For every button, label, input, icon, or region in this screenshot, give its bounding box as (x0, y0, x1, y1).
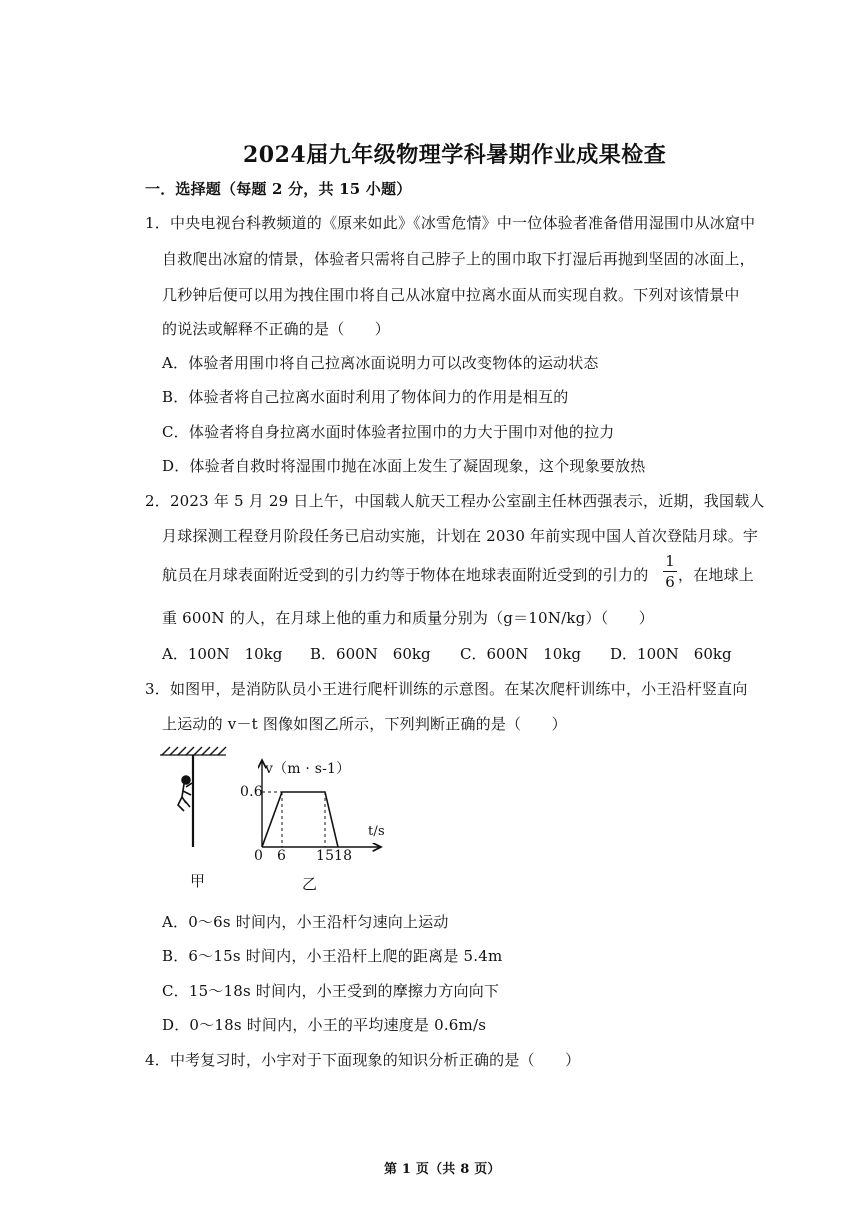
q2-line-2: 月球探测工程登月阶段任务已启动实施，计划在 2030 年前实现中国人首次登陆月球。宇 (162, 527, 759, 545)
q1-option-b: B．体验者将自己拉离水面时利用了物体间力的作用是相互的 (162, 388, 569, 406)
q3-line-1: 3．如图甲，是消防队员小王进行爬杆训练的示意图。在某次爬杆训练中，小王沿杆竖直向 (145, 680, 748, 698)
y-axis-label: v（m · s-1） (265, 761, 351, 777)
figure-yi-label: 乙 (302, 875, 318, 893)
q2-line-3-tail: ，在地球上 (678, 566, 755, 584)
q3-option-a: A．0～6s 时间内，小王沿杆匀速向上运动 (162, 913, 449, 931)
q2-option-d: D．100N 60kg (610, 645, 732, 663)
figure-jia-label: 甲 (190, 872, 206, 890)
q1-line-4: 的说法或解释不正确的是（ ） (162, 320, 391, 338)
x-tick-15: 15 (316, 848, 335, 864)
fraction-denominator: 6 (665, 573, 675, 591)
climber-figure (178, 776, 192, 811)
q2-line-3: 航员在月球表面附近受到的引力约等于物体在地球表面附近受到的引力的 (162, 566, 649, 584)
q1-line-2: 自救爬出冰窟的情景，体验者只需将自己脖子上的围巾取下打湿后再抛到坚固的冰面上， (162, 250, 755, 268)
vt-curve (262, 792, 338, 847)
q1-line-1: 1．中央电视台科教频道的《原来如此》《冰雪危情》中一位体验者准备借用湿围巾从冰窟中 (145, 214, 756, 232)
q1-option-d: D．体验者自救时将湿围巾抛在冰面上发生了凝固现象，这个现象要放热 (162, 457, 646, 475)
q3-line-2: 上运动的 v－t 图像如图乙所示，下列判断正确的是（ ） (162, 715, 567, 733)
y-tick-0.6: 0.6 (240, 784, 263, 800)
page-number: 第 1 页（共 8 页） (384, 1162, 501, 1177)
x-tick-18: 18 (334, 848, 353, 864)
q1-option-a: A．体验者用围巾将自己拉离冰面说明力可以改变物体的运动状态 (162, 354, 599, 372)
q4-line: 4．中考复习时，小宇对于下面现象的知识分析正确的是（ ） (145, 1051, 581, 1069)
fraction-numerator: 1 (665, 552, 675, 570)
q2-line-1: 2．2023 年 5 月 29 日上午，中国载人航天工程办公室副主任林西强表示，近期，我国载人 (145, 492, 765, 510)
q3-option-b: B．6～15s 时间内，小王沿杆上爬的距离是 5.4m (162, 947, 503, 965)
section-heading: 一．选择题（每题 2 分，共 15 小题） (145, 180, 412, 198)
page-title: 2024届九年级物理学科暑期作业成果检查 (243, 142, 667, 168)
q1-line-3: 几秒钟后便可以用为拽住围巾将自己从冰窟中拉离水面从而实现自救。下列对该情景中 (162, 286, 740, 304)
q2-line-4: 重 600N 的人，在月球上他的重力和质量分别为（g＝10N/kg）（ ） (162, 609, 654, 627)
figure-jia (158, 745, 238, 885)
x-tick-6: 6 (277, 848, 287, 864)
q2-option-b: B．600N 60kg (310, 645, 431, 663)
x-tick-0: 0 (254, 848, 264, 864)
q3-option-d: D．0～18s 时间内，小王的平均速度是 0.6m/s (162, 1016, 487, 1034)
fraction-bar (663, 571, 677, 572)
q2-option-a: A．100N 10kg (162, 645, 283, 663)
q1-option-c: C．体验者将自身拉离水面时体验者拉围巾的力大于围巾对他的拉力 (162, 423, 615, 441)
q3-option-c: C．15～18s 时间内，小王受到的摩擦力方向向下 (162, 982, 500, 1000)
q2-fraction (663, 552, 677, 591)
ceiling-hatch (160, 747, 226, 755)
q2-option-c: C．600N 10kg (460, 645, 582, 663)
x-axis-label: t/s (368, 824, 385, 839)
